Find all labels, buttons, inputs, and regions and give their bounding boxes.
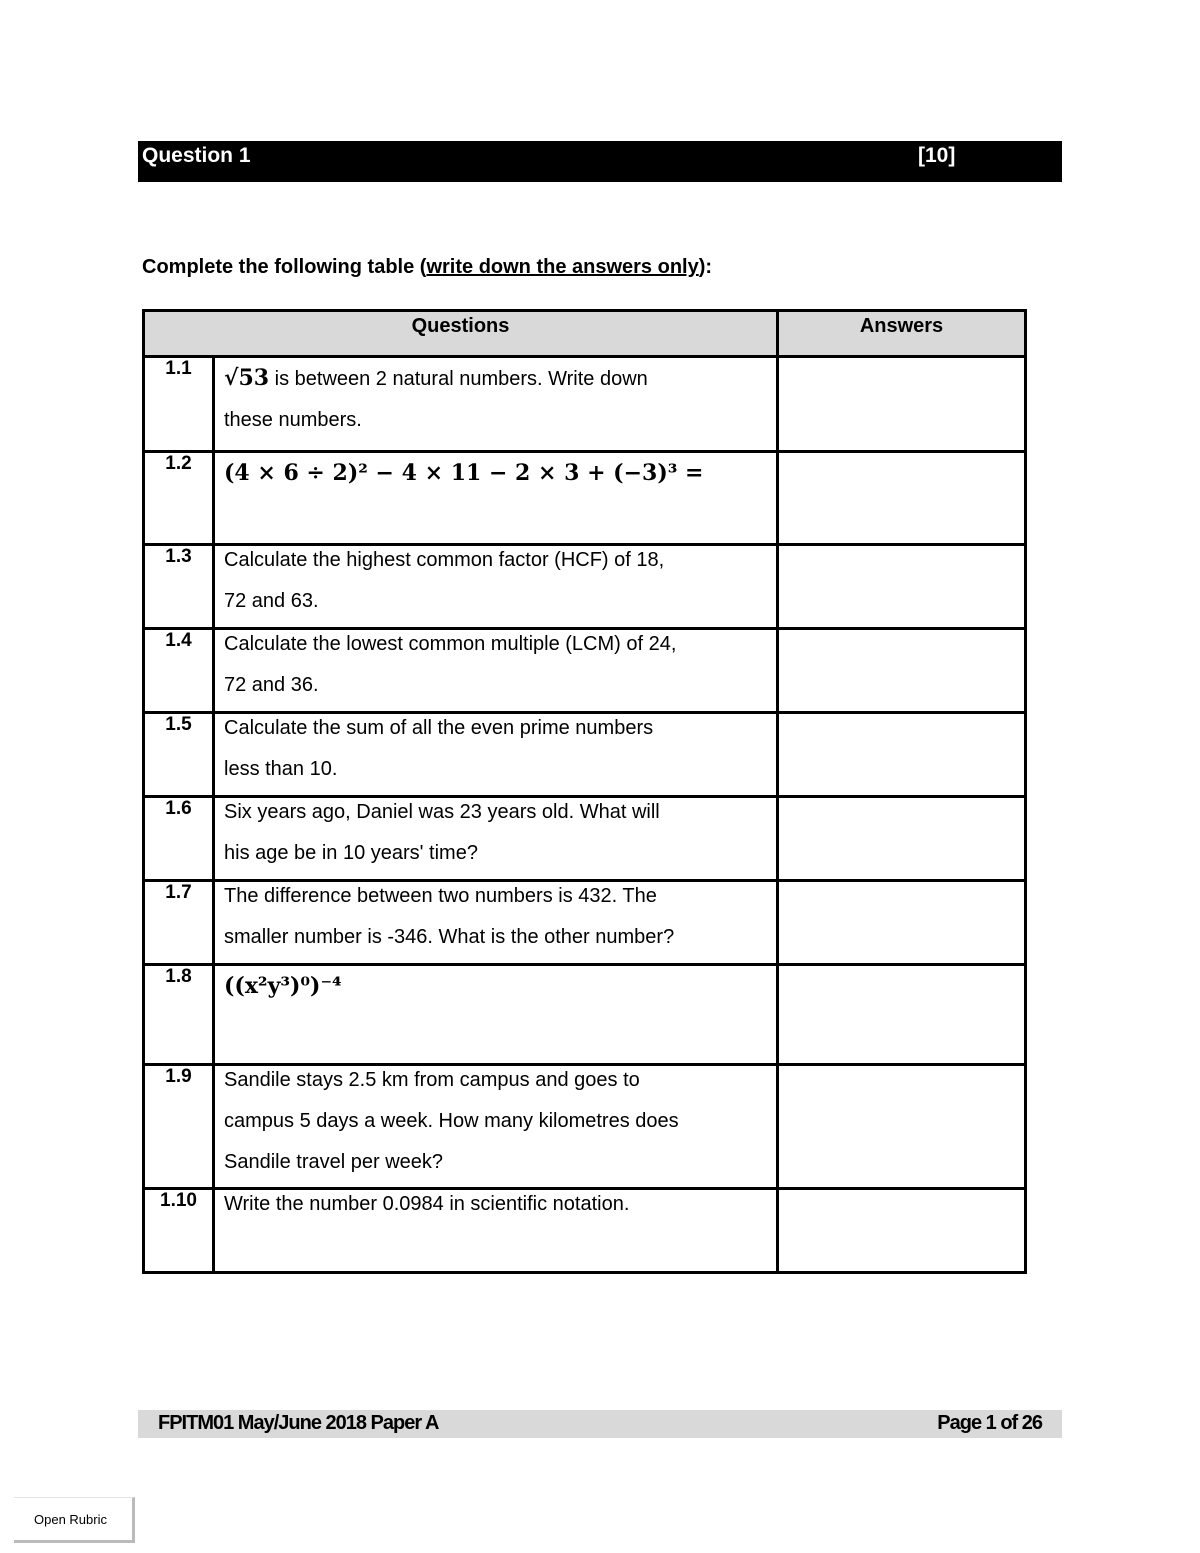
question-number: 1.5 (144, 713, 214, 797)
question-text: Six years ago, Daniel was 23 years old. What will (224, 801, 660, 823)
answer-cell[interactable] (778, 357, 1026, 452)
question-marks: [10] (918, 144, 956, 167)
instruction-underlined: write down the answers only (426, 256, 699, 278)
question-cell (214, 1065, 778, 1189)
table-row (144, 357, 1026, 452)
question-number: 1.2 (144, 452, 214, 545)
question-text: Calculate the lowest common multiple (LCM) of 24, (224, 633, 677, 655)
question-number: 1.4 (144, 629, 214, 713)
question-cell (214, 1189, 778, 1273)
answer-cell[interactable] (778, 629, 1026, 713)
open-rubric-button[interactable] (14, 1497, 135, 1543)
question-text-line2: smaller number is -346. What is the other number? (224, 926, 675, 948)
answer-cell[interactable] (778, 797, 1026, 881)
answer-cell[interactable] (778, 452, 1026, 545)
question-text-line2: 72 and 63. (224, 590, 319, 612)
question-text: Calculate the sum of all the even prime numbers (224, 717, 654, 739)
question-text: The difference between two numbers is 432. The (224, 885, 657, 907)
answer-cell[interactable] (778, 545, 1026, 629)
instruction-prefix: Complete the following table ( (142, 256, 427, 278)
question-cell (214, 545, 778, 629)
question-header-bar (138, 141, 1062, 182)
answer-cell[interactable] (778, 1065, 1026, 1189)
math-expression: (4 × 6 ÷ 2)² − 4 × 11 − 2 × 3 + (−3)³ = (224, 460, 704, 486)
table-header-row (144, 311, 1026, 357)
table-row (144, 797, 1026, 881)
instruction-text (142, 256, 712, 279)
question-text: Calculate the highest common factor (HCF) of 18, (224, 549, 665, 571)
table-row (144, 545, 1026, 629)
answer-cell[interactable] (778, 713, 1026, 797)
table-row (144, 1189, 1026, 1273)
question-text: Write the number 0.0984 in scientific notation. (224, 1193, 630, 1215)
table-row (144, 713, 1026, 797)
question-number: 1.1 (144, 357, 214, 452)
question-cell (214, 965, 778, 1065)
questions-header: Questions (144, 311, 778, 357)
question-cell (214, 452, 778, 545)
table-row (144, 1065, 1026, 1189)
instruction-suffix: ): (698, 256, 713, 278)
question-text: Sandile stays 2.5 km from campus and goes to (224, 1069, 640, 1091)
question-number: 1.3 (144, 545, 214, 629)
question-number: 1.9 (144, 1065, 214, 1189)
question-table (142, 309, 1027, 1274)
page-footer (138, 1410, 1062, 1438)
question-text-line2: 72 and 36. (224, 674, 319, 696)
sqrt-expression: √53 (224, 365, 270, 391)
table-row (144, 881, 1026, 965)
footer-page-number: Page 1 of 26 (937, 1412, 1042, 1434)
question-text-line2: these numbers. (224, 409, 362, 431)
question-number: 1.7 (144, 881, 214, 965)
answers-header: Answers (778, 311, 1026, 357)
answer-cell[interactable] (778, 965, 1026, 1065)
question-text-line2: his age be in 10 years' time? (224, 842, 478, 864)
table-row (144, 965, 1026, 1065)
question-number: 1.6 (144, 797, 214, 881)
answer-cell[interactable] (778, 881, 1026, 965)
question-text-line3: Sandile travel per week? (224, 1151, 444, 1173)
question-cell (214, 629, 778, 713)
question-number: 1.10 (144, 1189, 214, 1273)
answer-cell[interactable] (778, 1189, 1026, 1273)
table-row (144, 452, 1026, 545)
question-text-line2: less than 10. (224, 758, 338, 780)
question-cell (214, 881, 778, 965)
question-cell (214, 713, 778, 797)
question-number: 1.8 (144, 965, 214, 1065)
footer-paper-code: FPITM01 May/June 2018 Paper A (158, 1412, 439, 1434)
table-row (144, 629, 1026, 713)
question-title: Question 1 (142, 144, 251, 167)
question-cell (214, 357, 778, 452)
math-expression: ((x²y³)⁰)⁻⁴ (224, 973, 342, 999)
question-cell (214, 797, 778, 881)
question-text: is between 2 natural numbers. Write down (269, 368, 648, 390)
question-text-line2: campus 5 days a week. How many kilometres does (224, 1110, 679, 1132)
open-rubric-label: Open Rubric (34, 1512, 107, 1527)
